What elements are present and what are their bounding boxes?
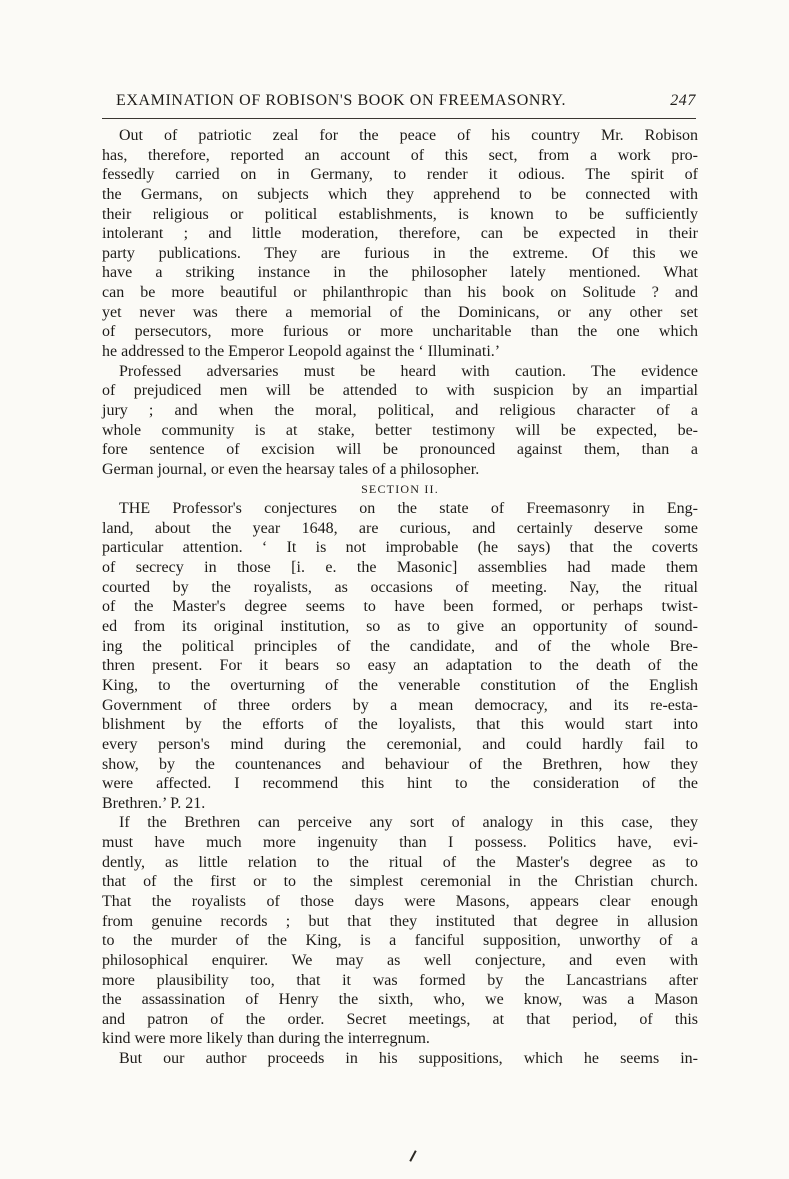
text-line: the Germans, on subjects which they apprehend to be connected with: [102, 185, 698, 203]
text-line: the assassination of Henry the sixth, who, we know, was a Mason: [102, 991, 698, 1009]
text-line: to the murder of the King, is a fanciful supposition, unworthy of a: [102, 932, 698, 950]
text-line: But our author proceeds in his suppositions, which he seems in-: [119, 1050, 698, 1068]
text-line: show, by the countenances and behaviour of the Brethren, how they: [102, 755, 698, 773]
text-line: THE Professor's conjectures on the state of Freemasonry in Eng-: [119, 500, 698, 518]
text-line: Out of patriotic zeal for the peace of his country Mr. Robison: [119, 127, 698, 144]
text-line: more plausibility too, that it was formed by the Lancastrians after: [102, 971, 698, 989]
text-line: party publications. They are furious in the extreme. Of this we: [102, 244, 698, 262]
text-line: Government of three orders by a mean democracy, and its re-esta-: [102, 696, 698, 714]
running-title: EXAMINATION OF ROBISON'S BOOK ON FREEMASONRY.: [116, 92, 567, 109]
text-line: every person's mind during the ceremonial, and could hardly fail to: [102, 735, 698, 753]
text-line: Professed adversaries must be heard with caution. The evidence: [119, 362, 698, 380]
text-line: whole community is at stake, better testimony will be expected, be-: [102, 421, 698, 439]
text-line: and patron of the order. Secret meetings, at that period, of this: [102, 1010, 698, 1028]
header-rule: [102, 118, 696, 119]
text-line: were affected. I recommend this hint to the consideration of the: [102, 775, 698, 793]
text-line: dently, as little relation to the ritual of the Master's degree as to: [102, 853, 698, 871]
text-line: jury ; and when the moral, political, and religious character of a: [102, 401, 698, 419]
text-line: yet never was there a memorial of the Dominicans, or any other set: [102, 303, 698, 321]
section-heading: SECTION II.: [361, 481, 439, 496]
text-line: of prejudiced men will be attended to with suspicion by an impartial: [102, 382, 698, 400]
ink-mark: [409, 1150, 416, 1162]
text-line: Brethren.’ P. 21.: [102, 794, 206, 812]
page-number: 247: [670, 92, 696, 109]
text-line: philosophical enquirer. We may as well conjecture, and even with: [102, 951, 698, 969]
text-line: their religious or political establishments, is known to be sufficiently: [102, 205, 698, 223]
text-line: fore sentence of excision will be pronounced against them, than a: [102, 441, 698, 459]
text-line: blishment by the efforts of the loyalists, that this would start into: [102, 716, 698, 734]
text-line: courted by the royalists, as occasions of meeting. Nay, the ritual: [102, 578, 698, 596]
text-line: ed from its original institution, so as to give an opportunity of sound-: [102, 618, 698, 636]
text-line: King, to the overturning of the venerable constitution of the English: [102, 676, 698, 694]
body-text: [102, 126, 698, 1069]
text-line: ing the political principles of the candidate, and of the whole Bre-: [102, 637, 698, 655]
text-line: particular attention. ‘ It is not improbable (he says) that the coverts: [102, 539, 698, 557]
text-line: That the royalists of those days were Masons, appears clear enough: [102, 892, 698, 910]
text-line: have a striking instance in the philosopher lately mentioned. What: [102, 264, 698, 282]
text-line: thren present. For it bears so easy an adaptation to the death of the: [102, 657, 698, 675]
text-line: of secrecy in those [i. e. the Masonic] assemblies had made them: [102, 559, 698, 577]
text-line: must have much more ingenuity than I possess. Politics have, evi-: [102, 834, 698, 852]
text-line: has, therefore, reported an account of this sect, from a work pro-: [102, 146, 698, 164]
text-line: intolerant ; and little moderation, therefore, can be expected in their: [102, 225, 698, 243]
text-line: of persecutors, more furious or more uncharitable than the one which: [102, 323, 698, 341]
text-line: German journal, or even the hearsay tales of a philosopher.: [102, 460, 480, 478]
text-line: from genuine records ; but that they instituted that degree in allusion: [102, 912, 698, 930]
text-line: land, about the year 1648, are curious, and certainly deserve some: [102, 519, 698, 537]
text-line: kind were more likely than during the interregnum.: [102, 1030, 430, 1048]
text-line: fessedly carried on in Germany, to render it odious. The spirit of: [102, 166, 698, 184]
text-line: If the Brethren can perceive any sort of analogy in this case, they: [119, 814, 698, 832]
text-line: of the Master's degree seems to have been formed, or perhaps twist-: [102, 598, 698, 616]
text-line: that of the first or to the simplest ceremonial in the Christian church.: [102, 873, 698, 891]
text-line: can be more beautiful or philanthropic than his book on Solitude ? and: [102, 284, 698, 302]
text-line: he addressed to the Emperor Leopold against the ‘ Illuminati.’: [102, 343, 501, 361]
